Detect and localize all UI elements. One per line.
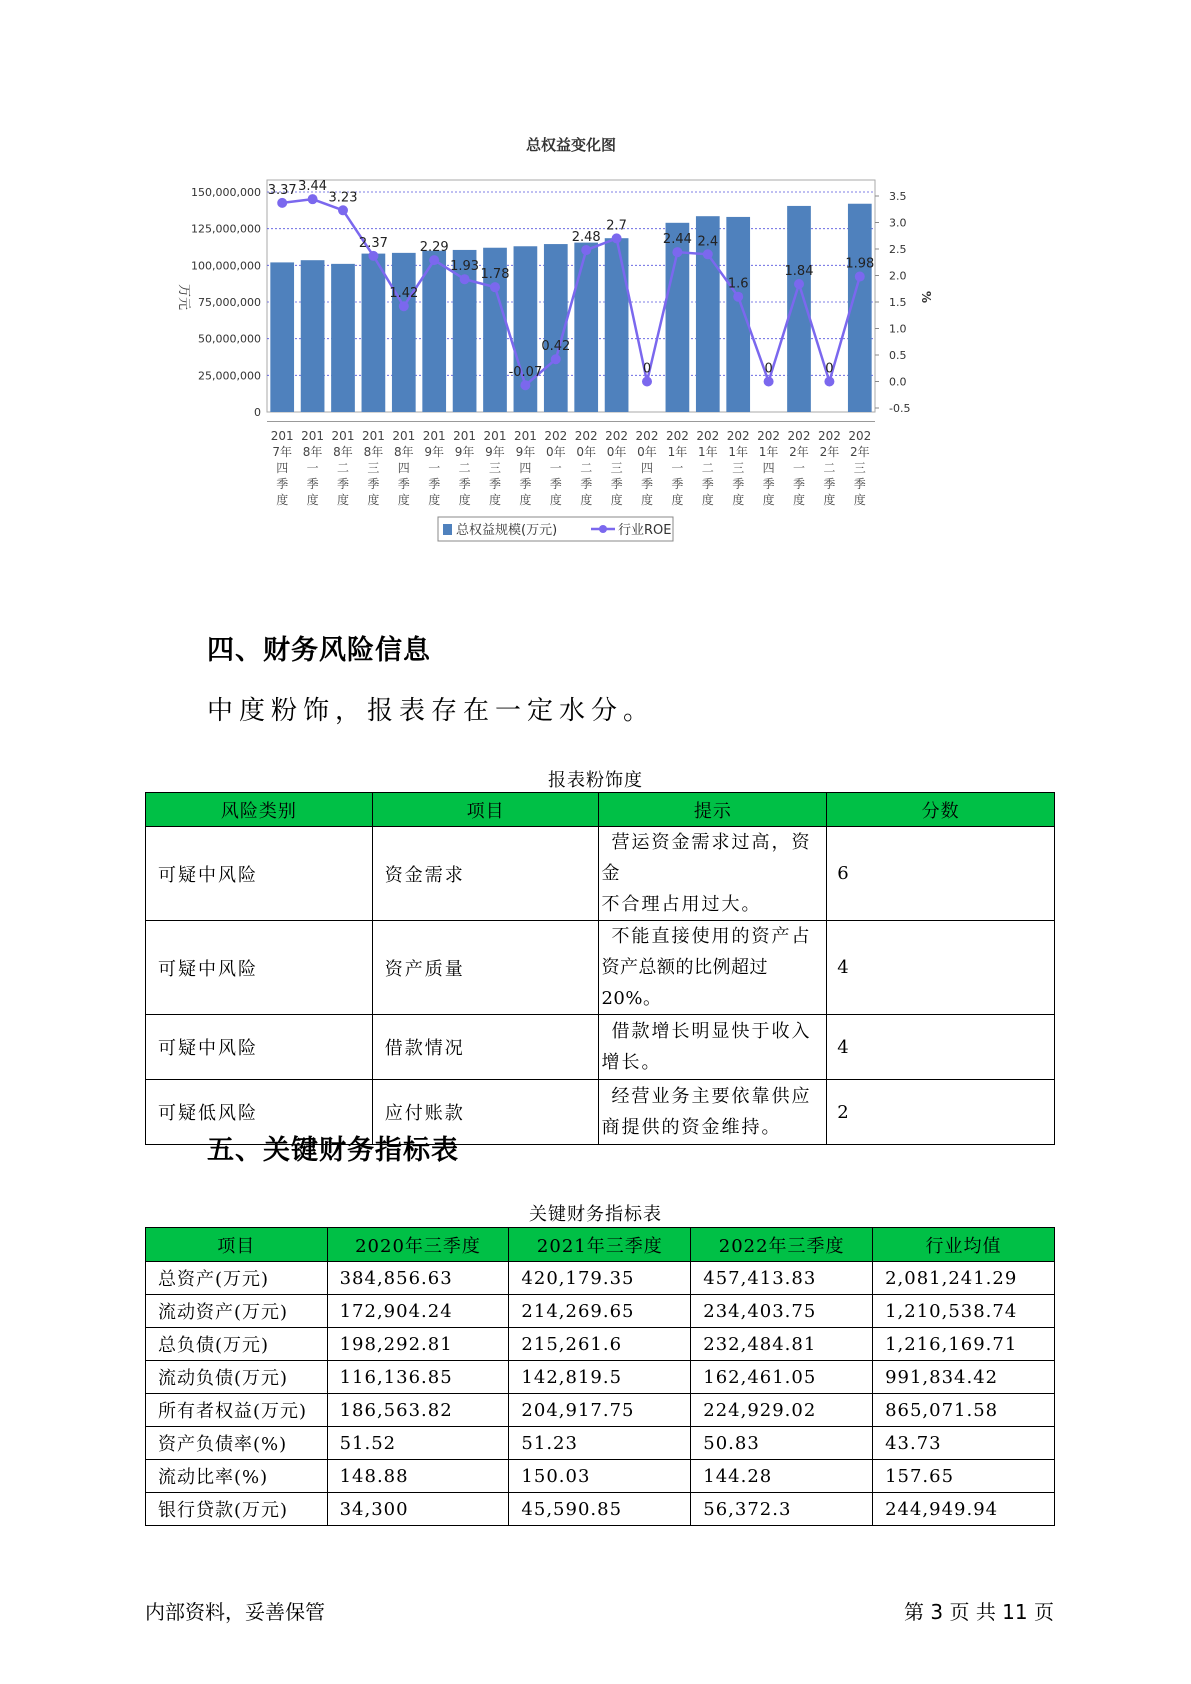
category-tick-label: 9年 bbox=[454, 445, 475, 459]
risk-item: 借款情况 bbox=[372, 1015, 599, 1080]
category-tick-label: 三 bbox=[853, 461, 866, 475]
category-tick-label: 201 bbox=[513, 429, 537, 443]
risk-hint-line: 不能直接使用的资产占 bbox=[611, 926, 812, 947]
legend-swatch-bar bbox=[443, 524, 452, 535]
category-tick-label: 季 bbox=[276, 477, 289, 491]
kpi-value: 162,461.05 bbox=[691, 1361, 873, 1394]
kpi-label: 所有者权益(万元) bbox=[146, 1394, 328, 1427]
category-tick-label: 1年 bbox=[728, 445, 749, 459]
category-tick-label: 季 bbox=[762, 477, 775, 491]
category-tick-label: 201 bbox=[270, 429, 294, 443]
category-tick-label: 二 bbox=[701, 461, 714, 475]
category-tick-label: 度 bbox=[367, 493, 380, 507]
category-tick-label: 四 bbox=[762, 461, 775, 475]
kpi-value: 244,949.94 bbox=[873, 1493, 1055, 1526]
y-tick-label: 75,000,000 bbox=[198, 296, 261, 309]
roe-data-label: 3.23 bbox=[328, 190, 358, 206]
category-tick-label: 度 bbox=[276, 493, 289, 507]
y2-tick-label: 3.5 bbox=[889, 190, 907, 203]
kpi-value: 224,929.02 bbox=[691, 1394, 873, 1427]
category-tick-label: 度 bbox=[549, 493, 562, 507]
category-tick-label: 度 bbox=[336, 493, 350, 507]
category-tick-label: 度 bbox=[428, 493, 441, 507]
roe-data-label: 0 bbox=[764, 361, 773, 377]
table-row bbox=[146, 921, 1055, 1015]
roe-data-label: 0.42 bbox=[541, 339, 571, 355]
kpi-value: 50.83 bbox=[691, 1427, 873, 1460]
category-tick-label: 三 bbox=[610, 461, 623, 475]
kpi-value: 204,917.75 bbox=[509, 1394, 691, 1427]
category-tick-label: 度 bbox=[458, 493, 471, 507]
category-tick-label: 202 bbox=[544, 429, 568, 443]
y2-tick-label: 2.0 bbox=[889, 269, 907, 283]
risk-hint-line: 增长。 bbox=[601, 1052, 662, 1073]
plot-area bbox=[267, 180, 875, 412]
roe-point bbox=[733, 292, 743, 302]
category-tick-label: 四 bbox=[640, 461, 654, 475]
category-tick-label: 季 bbox=[823, 477, 836, 491]
category-tick-label: 度 bbox=[792, 493, 806, 507]
kpi-value: 51.52 bbox=[327, 1427, 509, 1460]
category-tick-label: 四 bbox=[276, 461, 289, 475]
roe-data-label: 1.84 bbox=[784, 263, 814, 279]
roe-point bbox=[399, 301, 409, 311]
roe-point bbox=[460, 274, 470, 284]
bar bbox=[392, 253, 416, 412]
risk-hint-line: 不合理占用过大。 bbox=[601, 894, 762, 915]
header-cell: 2022年三季度 bbox=[691, 1228, 873, 1262]
risk-hint bbox=[599, 1015, 827, 1080]
roe-data-label: 1.78 bbox=[480, 267, 510, 283]
category-tick-label: 201 bbox=[422, 429, 446, 443]
equity-chart bbox=[170, 135, 1050, 595]
category-tick-label: 度 bbox=[306, 493, 319, 507]
table-row bbox=[146, 1262, 1055, 1295]
category-tick-label: 季 bbox=[701, 477, 714, 491]
kpi-value: 865,071.58 bbox=[873, 1394, 1055, 1427]
kpi-value: 34,300 bbox=[327, 1493, 509, 1526]
roe-point bbox=[642, 377, 652, 387]
roe-point bbox=[855, 272, 865, 282]
roe-data-label: 2.29 bbox=[419, 240, 449, 256]
kpi-label: 总资产(万元) bbox=[146, 1262, 328, 1295]
table-header-row bbox=[146, 1228, 1055, 1262]
header-cell: 风险类别 bbox=[146, 793, 373, 827]
kpi-value: 150.03 bbox=[509, 1460, 691, 1493]
risk-table-caption: 报表粉饰度 bbox=[548, 770, 643, 791]
risk-category: 可疑中风险 bbox=[146, 1015, 373, 1080]
category-tick-label: 度 bbox=[823, 493, 836, 507]
kpi-value: 43.73 bbox=[873, 1427, 1055, 1460]
roe-point bbox=[368, 251, 378, 261]
kpi-value: 420,179.35 bbox=[509, 1262, 691, 1295]
roe-point bbox=[612, 233, 622, 243]
category-tick-label: 202 bbox=[605, 429, 629, 443]
kpi-label: 流动比率(%) bbox=[146, 1460, 328, 1493]
kpi-value: 157.65 bbox=[873, 1460, 1055, 1493]
category-tick-label: 201 bbox=[301, 429, 325, 443]
section5-heading: 五、关键财务指标表 bbox=[207, 1135, 459, 1166]
category-tick-label: 季 bbox=[488, 477, 502, 491]
legend-label-line: 行业ROE bbox=[618, 523, 672, 538]
kpi-value: 232,484.81 bbox=[691, 1328, 873, 1361]
y-tick-label: 0 bbox=[254, 406, 261, 419]
roe-data-label: -0.07 bbox=[508, 365, 543, 381]
category-tick-label: 一 bbox=[549, 461, 562, 475]
risk-hint-line: 经营业务主要依靠供应 bbox=[611, 1086, 812, 1107]
roe-point bbox=[429, 255, 439, 265]
header-cell: 提示 bbox=[599, 793, 827, 827]
category-tick-label: 二 bbox=[458, 461, 471, 475]
category-tick-label: 9年 bbox=[424, 445, 445, 459]
risk-table bbox=[145, 792, 1055, 1145]
risk-hint-line: 借款增长明显快于收入 bbox=[611, 1021, 812, 1042]
category-tick-label: 度 bbox=[519, 493, 532, 507]
category-tick-label: 度 bbox=[701, 493, 714, 507]
risk-hint bbox=[599, 1080, 827, 1145]
category-tick-label: 0年 bbox=[637, 445, 657, 459]
roe-point bbox=[338, 205, 348, 215]
category-tick-label: 0年 bbox=[576, 445, 597, 459]
kpi-label: 流动资产(万元) bbox=[146, 1295, 328, 1328]
roe-data-label: 3.44 bbox=[298, 179, 328, 195]
category-tick-label: 二 bbox=[823, 461, 836, 475]
category-tick-label: 7年 bbox=[272, 445, 293, 459]
roe-point bbox=[277, 198, 287, 208]
header-cell: 分数 bbox=[827, 793, 1055, 827]
y2-tick-label: 0.5 bbox=[889, 349, 907, 362]
kpi-value: 234,403.75 bbox=[691, 1295, 873, 1328]
risk-item: 资产质量 bbox=[372, 921, 599, 1015]
category-tick-label: 季 bbox=[671, 477, 684, 491]
roe-data-label: 1.93 bbox=[450, 259, 480, 275]
y2-tick-label: 3.0 bbox=[889, 216, 907, 230]
roe-data-label: 1.42 bbox=[389, 286, 419, 302]
category-tick-label: 度 bbox=[671, 493, 684, 507]
y-tick-label: 125,000,000 bbox=[191, 222, 261, 236]
roe-data-label: 2.7 bbox=[606, 218, 627, 234]
kpi-label: 银行贷款(万元) bbox=[146, 1493, 328, 1526]
category-tick-label: 季 bbox=[336, 477, 350, 491]
roe-point bbox=[490, 282, 500, 292]
category-tick-label: 202 bbox=[726, 429, 750, 443]
bar bbox=[726, 217, 750, 412]
footer-note: 内部资料，妥善保管 bbox=[145, 1600, 325, 1624]
category-tick-label: 202 bbox=[787, 429, 811, 443]
y2-tick-label: -0.5 bbox=[889, 402, 911, 415]
category-tick-label: 度 bbox=[580, 493, 593, 507]
category-tick-label: 二 bbox=[580, 461, 593, 475]
header-cell: 2020年三季度 bbox=[327, 1228, 509, 1262]
roe-point bbox=[520, 380, 530, 390]
risk-score: 2 bbox=[827, 1080, 1055, 1145]
category-tick-label: 202 bbox=[635, 429, 659, 443]
table-row bbox=[146, 1361, 1055, 1394]
category-tick-label: 四 bbox=[397, 461, 410, 475]
section4-heading: 四、财务风险信息 bbox=[207, 635, 431, 666]
category-tick-label: 一 bbox=[428, 461, 441, 475]
table-row bbox=[146, 1015, 1055, 1080]
table-row bbox=[146, 1394, 1055, 1427]
kpi-value: 144.28 bbox=[691, 1460, 873, 1493]
table-row bbox=[146, 1295, 1055, 1328]
category-tick-label: 季 bbox=[367, 477, 380, 491]
category-tick-label: 一 bbox=[792, 461, 806, 475]
bar bbox=[605, 238, 629, 412]
category-tick-label: 2年 bbox=[789, 445, 809, 459]
category-tick-label: 二 bbox=[336, 461, 350, 475]
kpi-table-caption: 关键财务指标表 bbox=[529, 1204, 662, 1225]
category-tick-label: 0年 bbox=[545, 445, 566, 459]
bar bbox=[331, 264, 355, 412]
risk-score: 4 bbox=[827, 1015, 1055, 1080]
kpi-label: 资产负债率(%) bbox=[146, 1427, 328, 1460]
roe-data-label: 3.37 bbox=[267, 182, 297, 198]
roe-point bbox=[764, 377, 774, 387]
category-tick-label: 季 bbox=[732, 477, 745, 491]
risk-item: 应付账款 bbox=[372, 1080, 599, 1145]
category-tick-label: 201 bbox=[361, 429, 385, 443]
legend-label-bar: 总权益规模(万元) bbox=[456, 523, 558, 538]
table-row bbox=[146, 827, 1055, 921]
category-tick-label: 1年 bbox=[697, 445, 718, 459]
risk-item: 资金需求 bbox=[372, 827, 599, 921]
header-cell: 项目 bbox=[146, 1228, 328, 1262]
y2-tick-label: 0.0 bbox=[889, 375, 907, 389]
roe-point bbox=[581, 245, 591, 255]
roe-data-label: 1.6 bbox=[727, 276, 749, 292]
kpi-value: 56,372.3 bbox=[691, 1493, 873, 1526]
risk-hint-line: 资产总额的比例超过20%。 bbox=[601, 957, 768, 1009]
chart-title: 总权益变化图 bbox=[525, 136, 617, 154]
category-tick-label: 2年 bbox=[819, 445, 840, 459]
y2-tick-label: 1.5 bbox=[889, 296, 907, 309]
roe-data-label: 0 bbox=[825, 361, 834, 377]
kpi-value: 2,081,241.29 bbox=[873, 1262, 1055, 1295]
kpi-table-body bbox=[146, 1262, 1055, 1526]
y2-axis-label: % bbox=[919, 290, 933, 304]
category-tick-label: 8年 bbox=[333, 445, 353, 459]
bar bbox=[301, 260, 325, 412]
page-number: 第 3 页 共 11 页 bbox=[904, 1600, 1054, 1624]
risk-summary: 中度粉饰，报表存在一定水分。 bbox=[207, 696, 656, 726]
category-tick-label: 三 bbox=[488, 461, 502, 475]
category-tick-label: 四 bbox=[519, 461, 532, 475]
kpi-value: 198,292.81 bbox=[327, 1328, 509, 1361]
kpi-value: 51.23 bbox=[509, 1427, 691, 1460]
roe-point bbox=[703, 249, 713, 259]
category-tick-label: 1年 bbox=[758, 445, 779, 459]
kpi-value: 384,856.63 bbox=[327, 1262, 509, 1295]
roe-data-label: 2.37 bbox=[358, 235, 388, 251]
category-tick-label: 一 bbox=[306, 461, 319, 475]
kpi-value: 457,413.83 bbox=[691, 1262, 873, 1295]
bar bbox=[270, 262, 294, 412]
roe-data-label: 1.98 bbox=[845, 256, 875, 272]
category-tick-label: 8年 bbox=[393, 445, 414, 459]
kpi-value: 116,136.85 bbox=[327, 1361, 509, 1394]
kpi-value: 142,819.5 bbox=[509, 1361, 691, 1394]
roe-point bbox=[672, 247, 682, 257]
risk-category: 可疑中风险 bbox=[146, 827, 373, 921]
y2-tick-label: 1.0 bbox=[889, 322, 907, 336]
roe-point bbox=[794, 279, 804, 289]
category-tick-label: 度 bbox=[762, 493, 775, 507]
risk-hint bbox=[599, 827, 827, 921]
category-tick-label: 度 bbox=[488, 493, 502, 507]
category-tick-label: 8年 bbox=[302, 445, 323, 459]
category-tick-label: 度 bbox=[640, 493, 654, 507]
y-tick-label: 25,000,000 bbox=[198, 369, 261, 383]
category-tick-label: 202 bbox=[817, 429, 841, 443]
category-tick-label: 度 bbox=[397, 493, 410, 507]
bar bbox=[362, 254, 386, 412]
kpi-value: 991,834.42 bbox=[873, 1361, 1055, 1394]
category-tick-label: 202 bbox=[757, 429, 781, 443]
roe-data-label: 2.48 bbox=[571, 230, 601, 246]
category-tick-label: 202 bbox=[574, 429, 598, 443]
category-tick-label: 度 bbox=[610, 493, 623, 507]
kpi-value: 214,269.65 bbox=[509, 1295, 691, 1328]
table-row bbox=[146, 1493, 1055, 1526]
y-axis-label: 万元 bbox=[176, 283, 191, 311]
roe-point bbox=[551, 354, 561, 364]
roe-point bbox=[308, 194, 318, 204]
risk-score: 6 bbox=[827, 827, 1055, 921]
kpi-value: 1,210,538.74 bbox=[873, 1295, 1055, 1328]
table-row bbox=[146, 1328, 1055, 1361]
y-tick-label: 150,000,000 bbox=[191, 186, 261, 199]
table-header-row bbox=[146, 793, 1055, 827]
category-tick-label: 201 bbox=[453, 429, 477, 443]
header-cell: 项目 bbox=[372, 793, 599, 827]
category-tick-label: 一 bbox=[671, 461, 684, 475]
kpi-value: 1,216,169.71 bbox=[873, 1328, 1055, 1361]
kpi-value: 45,590.85 bbox=[509, 1493, 691, 1526]
category-tick-label: 季 bbox=[792, 477, 806, 491]
risk-category: 可疑低风险 bbox=[146, 1080, 373, 1145]
kpi-label: 流动负债(万元) bbox=[146, 1361, 328, 1394]
category-tick-label: 201 bbox=[483, 429, 507, 443]
category-tick-label: 三 bbox=[732, 461, 745, 475]
kpi-label: 总负债(万元) bbox=[146, 1328, 328, 1361]
risk-category: 可疑中风险 bbox=[146, 921, 373, 1015]
kpi-value: 215,261.6 bbox=[509, 1328, 691, 1361]
kpi-value: 148.88 bbox=[327, 1460, 509, 1493]
risk-hint bbox=[599, 921, 827, 1015]
category-tick-label: 度 bbox=[853, 493, 866, 507]
risk-hint-line: 营运资金需求过高，资金 bbox=[601, 832, 812, 884]
risk-hint-line: 商提供的资金维持。 bbox=[601, 1117, 782, 1138]
category-tick-label: 2年 bbox=[849, 445, 870, 459]
category-tick-label: 季 bbox=[519, 477, 532, 491]
category-tick-label: 季 bbox=[610, 477, 623, 491]
roe-data-label: 0 bbox=[642, 361, 652, 377]
category-tick-label: 1年 bbox=[667, 445, 688, 459]
y-tick-label: 50,000,000 bbox=[198, 332, 261, 346]
roe-data-label: 2.44 bbox=[662, 232, 692, 248]
category-tick-label: 季 bbox=[397, 477, 410, 491]
header-cell: 行业均值 bbox=[873, 1228, 1055, 1262]
category-tick-label: 三 bbox=[367, 461, 380, 475]
category-tick-label: 季 bbox=[640, 477, 654, 491]
roe-point bbox=[824, 377, 834, 387]
category-tick-label: 季 bbox=[428, 477, 441, 491]
kpi-table bbox=[145, 1227, 1055, 1526]
category-tick-label: 季 bbox=[580, 477, 593, 491]
header-cell: 2021年三季度 bbox=[509, 1228, 691, 1262]
category-tick-label: 0年 bbox=[606, 445, 627, 459]
kpi-value: 172,904.24 bbox=[327, 1295, 509, 1328]
category-tick-label: 季 bbox=[458, 477, 471, 491]
y2-tick-label: 2.5 bbox=[889, 243, 907, 256]
roe-data-label: 2.4 bbox=[697, 234, 719, 250]
category-tick-label: 201 bbox=[392, 429, 416, 443]
legend-swatch-marker bbox=[599, 525, 607, 533]
category-tick-label: 9年 bbox=[485, 445, 505, 459]
category-tick-label: 9年 bbox=[515, 445, 536, 459]
table-row bbox=[146, 1460, 1055, 1493]
category-tick-label: 202 bbox=[696, 429, 720, 443]
table-row bbox=[146, 1427, 1055, 1460]
category-tick-label: 202 bbox=[848, 429, 872, 443]
category-tick-label: 季 bbox=[306, 477, 319, 491]
kpi-value: 186,563.82 bbox=[327, 1394, 509, 1427]
bar bbox=[574, 243, 598, 412]
category-tick-label: 201 bbox=[331, 429, 355, 443]
y-tick-label: 100,000,000 bbox=[191, 259, 261, 273]
category-tick-label: 8年 bbox=[363, 445, 384, 459]
category-axis-line bbox=[267, 421, 875, 422]
category-tick-label: 季 bbox=[853, 477, 866, 491]
category-tick-label: 季 bbox=[549, 477, 562, 491]
risk-score: 4 bbox=[827, 921, 1055, 1015]
category-tick-label: 度 bbox=[732, 493, 745, 507]
category-tick-label: 202 bbox=[665, 429, 689, 443]
